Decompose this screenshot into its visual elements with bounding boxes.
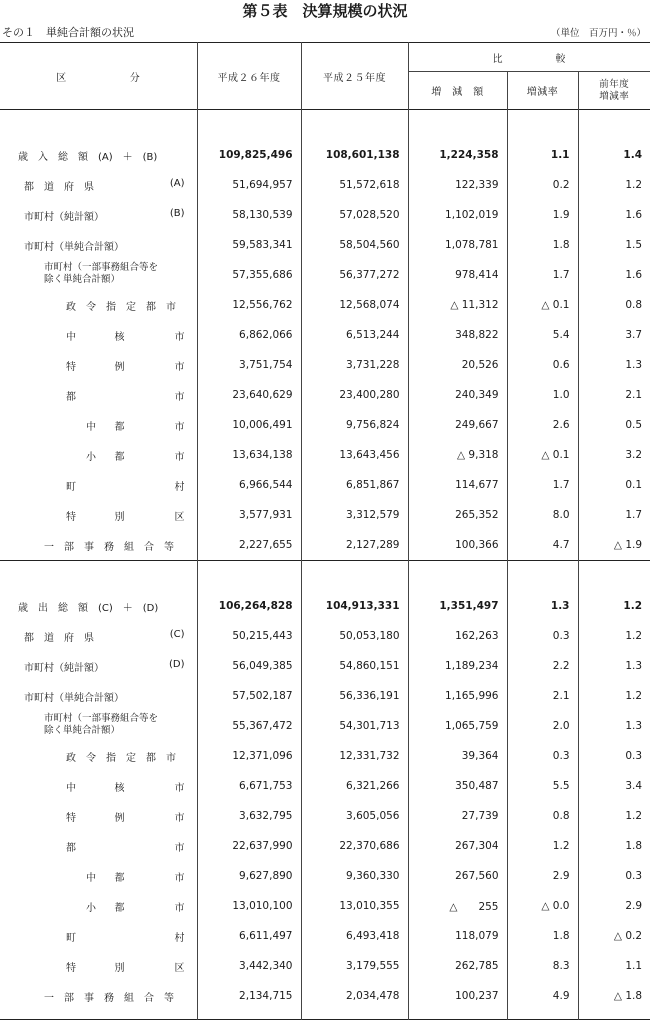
cell-v26: 57,355,686 (197, 260, 301, 290)
table-row (0, 591, 650, 621)
cell-v26: 6,671,753 (197, 771, 301, 801)
cell-diff: 1,165,996 (408, 681, 507, 711)
cell-v25: 9,360,330 (301, 861, 408, 891)
cell-prev: 0.5 (578, 410, 650, 440)
cell-v25: 2,034,478 (301, 981, 408, 1011)
cell-prev: 1.2 (578, 801, 650, 831)
cell-diff: △ 11,312 (408, 290, 507, 320)
cell-diff: 1,351,497 (408, 591, 507, 621)
cell-diff: 162,263 (408, 621, 507, 651)
row-label: 政 令 指 定 都 市 (66, 753, 176, 764)
row-label: 市町村（一部事務組合等を 除く単純合計額） (44, 713, 159, 736)
cell-prev: 2.9 (578, 891, 650, 921)
cell-rate: 1.3 (507, 591, 578, 621)
cell-v26: 22,637,990 (197, 831, 301, 861)
cell-prev: 3.2 (578, 440, 650, 470)
table-row (0, 410, 650, 440)
cell-v25: 54,860,151 (301, 651, 408, 681)
cell-prev: 1.2 (578, 681, 650, 711)
cell-v25: 12,331,732 (301, 741, 408, 771)
cell-rate: 1.8 (507, 230, 578, 260)
cell-diff: △ 255 (408, 891, 507, 921)
cell-v25: 56,336,191 (301, 681, 408, 711)
table-row (0, 951, 650, 981)
settlement-table (0, 42, 650, 1020)
cell-v26: 6,966,544 (197, 470, 301, 500)
row-label: 特 別 区 (66, 512, 185, 523)
cell-rate: 0.6 (507, 350, 578, 380)
cell-diff: 1,078,781 (408, 230, 507, 260)
cell-rate: 2.0 (507, 711, 578, 741)
cell-prev: △ 0.2 (578, 921, 650, 951)
cell-prev: 0.1 (578, 470, 650, 500)
cell-prev: 1.8 (578, 831, 650, 861)
cell-prev: 1.5 (578, 230, 650, 260)
unit-note: （単位 百万円・％） (550, 28, 646, 39)
cell-v26: 2,134,715 (197, 981, 301, 1011)
cell-prev: 0.8 (578, 290, 650, 320)
row-label: 都 市 (66, 843, 185, 854)
table-row (0, 260, 650, 290)
header-fy25: 平成２５年度 (301, 43, 408, 110)
cell-rate: 8.3 (507, 951, 578, 981)
cell-prev: 1.2 (578, 591, 650, 621)
row-label: 市町村（単純合計額） (24, 242, 124, 253)
cell-v25: 3,312,579 (301, 500, 408, 530)
cell-v25: 13,010,355 (301, 891, 408, 921)
header-fy26: 平成２６年度 (197, 43, 301, 110)
table-row (0, 440, 650, 470)
cell-diff: 1,189,234 (408, 651, 507, 681)
cell-v26: 59,583,341 (197, 230, 301, 260)
cell-v26: 9,627,890 (197, 861, 301, 891)
table-subtitle: その１ 単純合計額の状況 (2, 26, 134, 39)
cell-rate: 0.8 (507, 801, 578, 831)
cell-rate: 4.9 (507, 981, 578, 1011)
table-row (0, 651, 650, 681)
row-label: 小 都 市 (86, 452, 185, 463)
cell-rate: 4.7 (507, 530, 578, 561)
table-row (0, 771, 650, 801)
row-label: 歳 出 総 額 (C) ＋ (D) (18, 603, 159, 614)
row-label: 都 市 (66, 392, 185, 403)
cell-v25: 23,400,280 (301, 380, 408, 410)
header-rate: 増減率 (507, 72, 578, 110)
cell-v25: 54,301,713 (301, 711, 408, 741)
cell-v25: 3,179,555 (301, 951, 408, 981)
cell-diff: 350,487 (408, 771, 507, 801)
cell-v26: 3,442,340 (197, 951, 301, 981)
cell-v26: 109,825,496 (197, 140, 301, 170)
cell-diff: 267,304 (408, 831, 507, 861)
table-row (0, 621, 650, 651)
cell-v25: 3,605,056 (301, 801, 408, 831)
row-label: 市町村（単純合計額） (24, 693, 124, 704)
header-comparison: 比 較 (408, 43, 650, 72)
table-row (0, 801, 650, 831)
cell-v26: 57,502,187 (197, 681, 301, 711)
cell-v26: 55,367,472 (197, 711, 301, 741)
cell-v26: 3,751,754 (197, 350, 301, 380)
cell-rate: 5.4 (507, 320, 578, 350)
cell-rate: 1.0 (507, 380, 578, 410)
cell-prev: 1.7 (578, 500, 650, 530)
table-row (0, 230, 650, 260)
row-label: 市町村（純計額） (B) (24, 208, 185, 223)
table-row (0, 500, 650, 530)
cell-v25: 6,513,244 (301, 320, 408, 350)
cell-v25: 22,370,686 (301, 831, 408, 861)
cell-rate: 0.3 (507, 741, 578, 771)
table-row (0, 140, 650, 170)
cell-v26: 6,862,066 (197, 320, 301, 350)
cell-prev: 1.4 (578, 140, 650, 170)
cell-v25: 58,504,560 (301, 230, 408, 260)
cell-prev: 1.6 (578, 200, 650, 230)
cell-diff: 265,352 (408, 500, 507, 530)
cell-diff: 39,364 (408, 741, 507, 771)
row-label: 町 村 (66, 933, 185, 944)
cell-prev: △ 1.9 (578, 530, 650, 561)
row-label: 市町村（一部事務組合等を 除く単純合計額） (44, 262, 159, 285)
cell-v25: 6,851,867 (301, 470, 408, 500)
row-label: 中 都 市 (86, 873, 185, 884)
row-label: 中 核 市 (66, 332, 185, 343)
table-row (0, 380, 650, 410)
row-label: 一 部 事 務 組 合 等 (44, 542, 174, 553)
table-row (0, 741, 650, 771)
cell-v25: 6,321,266 (301, 771, 408, 801)
cell-prev: 0.3 (578, 741, 650, 771)
table-title: 第５表 決算規模の状況 (242, 2, 408, 20)
cell-rate: 2.2 (507, 651, 578, 681)
row-label: 都 道 府 県 (A) (24, 178, 185, 193)
cell-diff: 262,785 (408, 951, 507, 981)
cell-prev: 0.3 (578, 861, 650, 891)
table-row (0, 290, 650, 320)
cell-v25: 50,053,180 (301, 621, 408, 651)
cell-diff: △ 9,318 (408, 440, 507, 470)
cell-diff: 240,349 (408, 380, 507, 410)
header-category: 区 分 (56, 72, 141, 84)
cell-diff: 100,366 (408, 530, 507, 561)
cell-diff: 348,822 (408, 320, 507, 350)
table-row (0, 711, 650, 741)
header-change: 増 減 額 (408, 72, 507, 110)
cell-v26: 12,371,096 (197, 741, 301, 771)
cell-prev: 2.1 (578, 380, 650, 410)
row-label: 特 例 市 (66, 362, 185, 373)
row-label: 政 令 指 定 都 市 (66, 302, 176, 313)
row-label: 中 核 市 (66, 783, 185, 794)
cell-diff: 122,339 (408, 170, 507, 200)
cell-rate: 1.9 (507, 200, 578, 230)
cell-rate: 2.6 (507, 410, 578, 440)
cell-v25: 104,913,331 (301, 591, 408, 621)
row-label: 特 別 区 (66, 963, 185, 974)
cell-prev: 1.2 (578, 170, 650, 200)
table-row (0, 861, 650, 891)
cell-rate: 5.5 (507, 771, 578, 801)
cell-v25: 3,731,228 (301, 350, 408, 380)
cell-v26: 56,049,385 (197, 651, 301, 681)
cell-diff: 978,414 (408, 260, 507, 290)
cell-diff: 20,526 (408, 350, 507, 380)
cell-rate: 1.7 (507, 470, 578, 500)
cell-prev: 1.1 (578, 951, 650, 981)
cell-prev: 3.4 (578, 771, 650, 801)
row-label: 特 例 市 (66, 813, 185, 824)
cell-prev: 3.7 (578, 320, 650, 350)
cell-rate: 2.9 (507, 861, 578, 891)
cell-rate: 1.2 (507, 831, 578, 861)
table-row (0, 891, 650, 921)
row-label: 市町村（純計額） (D) (24, 659, 185, 674)
cell-v25: 12,568,074 (301, 290, 408, 320)
cell-rate: 0.2 (507, 170, 578, 200)
cell-rate: 8.0 (507, 500, 578, 530)
table-row (0, 921, 650, 951)
cell-v26: 2,227,655 (197, 530, 301, 561)
table-row (0, 350, 650, 380)
cell-diff: 267,560 (408, 861, 507, 891)
cell-prev: 1.6 (578, 260, 650, 290)
cell-prev: 1.3 (578, 711, 650, 741)
cell-v25: 9,756,824 (301, 410, 408, 440)
cell-prev: △ 1.8 (578, 981, 650, 1011)
cell-v26: 13,634,138 (197, 440, 301, 470)
cell-v26: 23,640,629 (197, 380, 301, 410)
cell-v25: 6,493,418 (301, 921, 408, 951)
row-label: 中 都 市 (86, 422, 185, 433)
row-label: 都 道 府 県 (C) (24, 629, 185, 644)
row-label: 町 村 (66, 482, 185, 493)
cell-v26: 3,632,795 (197, 801, 301, 831)
cell-v26: 13,010,100 (197, 891, 301, 921)
row-label: 小 都 市 (86, 903, 185, 914)
cell-v26: 50,215,443 (197, 621, 301, 651)
cell-rate: △ 0.1 (507, 290, 578, 320)
cell-v26: 58,130,539 (197, 200, 301, 230)
cell-diff: 1,065,759 (408, 711, 507, 741)
table-row (0, 831, 650, 861)
cell-diff: 1,224,358 (408, 140, 507, 170)
cell-v25: 108,601,138 (301, 140, 408, 170)
cell-v25: 57,028,520 (301, 200, 408, 230)
cell-prev: 1.2 (578, 621, 650, 651)
cell-v26: 51,694,957 (197, 170, 301, 200)
cell-rate: △ 0.0 (507, 891, 578, 921)
cell-rate: 1.8 (507, 921, 578, 951)
cell-diff: 27,739 (408, 801, 507, 831)
cell-rate: 1.7 (507, 260, 578, 290)
cell-diff: 118,079 (408, 921, 507, 951)
table-row (0, 170, 650, 200)
row-label: 歳 入 総 額 (A) ＋ (B) (18, 152, 158, 163)
cell-diff: 100,237 (408, 981, 507, 1011)
cell-v26: 10,006,491 (197, 410, 301, 440)
cell-v25: 51,572,618 (301, 170, 408, 200)
cell-rate: △ 0.1 (507, 440, 578, 470)
revenue-section (0, 110, 650, 561)
table-row (0, 320, 650, 350)
cell-v26: 3,577,931 (197, 500, 301, 530)
cell-v25: 13,643,456 (301, 440, 408, 470)
row-label: 一 部 事 務 組 合 等 (44, 993, 174, 1004)
table-row (0, 200, 650, 230)
cell-v26: 6,611,497 (197, 921, 301, 951)
expenditure-section (0, 561, 650, 1012)
header-prev-rate: 前年度 増減率 (578, 72, 650, 110)
cell-v26: 12,556,762 (197, 290, 301, 320)
cell-v25: 56,377,272 (301, 260, 408, 290)
cell-rate: 0.3 (507, 621, 578, 651)
table-row (0, 681, 650, 711)
cell-prev: 1.3 (578, 651, 650, 681)
cell-rate: 1.1 (507, 140, 578, 170)
cell-v26: 106,264,828 (197, 591, 301, 621)
table-row (0, 470, 650, 500)
cell-rate: 2.1 (507, 681, 578, 711)
cell-diff: 114,677 (408, 470, 507, 500)
cell-diff: 249,667 (408, 410, 507, 440)
cell-v25: 2,127,289 (301, 530, 408, 561)
table-row (0, 530, 650, 561)
cell-diff: 1,102,019 (408, 200, 507, 230)
table-row (0, 981, 650, 1011)
cell-prev: 1.3 (578, 350, 650, 380)
